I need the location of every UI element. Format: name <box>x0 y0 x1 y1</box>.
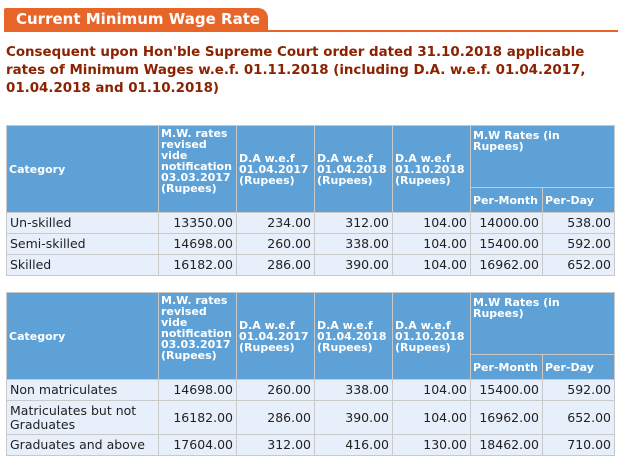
cell-per-month: 18462.00 <box>471 435 543 456</box>
title-underline <box>4 30 618 32</box>
page-title: Current Minimum Wage Rate <box>16 10 261 28</box>
cell-da2: 390.00 <box>315 401 393 435</box>
cell-da2: 338.00 <box>315 234 393 255</box>
cell-da3: 130.00 <box>393 435 471 456</box>
cell-da1: 312.00 <box>237 435 315 456</box>
cell-category: Skilled <box>7 255 159 276</box>
header-category: Category <box>7 126 159 213</box>
table-row <box>7 401 615 435</box>
cell-per-day: 652.00 <box>543 255 615 276</box>
header-mw-rates: M.W Rates (in Rupees) <box>471 293 615 355</box>
header-category: Category <box>7 293 159 380</box>
cell-da3: 104.00 <box>393 234 471 255</box>
cell-da3: 104.00 <box>393 255 471 276</box>
cell-category: Graduates and above <box>7 435 159 456</box>
cell-da3: 104.00 <box>393 380 471 401</box>
cell-da1: 286.00 <box>237 401 315 435</box>
cell-mw: 13350.00 <box>159 213 237 234</box>
wage-table-skill <box>6 125 615 276</box>
cell-per-month: 16962.00 <box>471 401 543 435</box>
cell-per-day: 592.00 <box>543 234 615 255</box>
cell-da2: 390.00 <box>315 255 393 276</box>
table-row <box>7 213 615 234</box>
section-title-tab <box>4 8 268 30</box>
cell-category: Matriculates but not Graduates <box>7 401 159 435</box>
cell-category: Non matriculates <box>7 380 159 401</box>
cell-mw: 14698.00 <box>159 380 237 401</box>
cell-da1: 260.00 <box>237 234 315 255</box>
table-row <box>7 255 615 276</box>
cell-da1: 234.00 <box>237 213 315 234</box>
cell-mw: 16182.00 <box>159 255 237 276</box>
table-row <box>7 380 615 401</box>
cell-per-month: 15400.00 <box>471 234 543 255</box>
header-mw-rates: M.W Rates (in Rupees) <box>471 126 615 188</box>
cell-per-day: 538.00 <box>543 213 615 234</box>
cell-per-day: 592.00 <box>543 380 615 401</box>
cell-da2: 416.00 <box>315 435 393 456</box>
header-da-2017: D.A w.e.f 01.04.2017 (Rupees) <box>237 293 315 380</box>
cell-per-month: 14000.00 <box>471 213 543 234</box>
cell-da3: 104.00 <box>393 401 471 435</box>
table-row <box>7 435 615 456</box>
cell-per-day: 652.00 <box>543 401 615 435</box>
header-da-2018-apr: D.A w.e.f 01.04.2018 (Rupees) <box>315 126 393 213</box>
cell-da1: 260.00 <box>237 380 315 401</box>
header-mw-revised: M.W. rates revised vide notification 03.03.2017 (Rupees) <box>159 126 237 213</box>
header-mw-revised: M.W. rates revised vide notification 03.03.2017 (Rupees) <box>159 293 237 380</box>
cell-da2: 312.00 <box>315 213 393 234</box>
header-da-2018-oct: D.A w.e.f 01.10.2018 (Rupees) <box>393 126 471 213</box>
cell-da3: 104.00 <box>393 213 471 234</box>
cell-per-month: 16962.00 <box>471 255 543 276</box>
court-order-notice: Consequent upon Hon'ble Supreme Court order dated 31.10.2018 applicable rates of Minimum Wages w.e.f. 01.11.2018 (including D.A. w.e.f. 01.04.2017, 01.04.2018 and 01.10.2018) <box>6 45 586 96</box>
cell-category: Un-skilled <box>7 213 159 234</box>
cell-mw: 14698.00 <box>159 234 237 255</box>
header-per-month: Per-Month <box>471 355 543 380</box>
table-row <box>7 234 615 255</box>
wage-table-education <box>6 292 615 456</box>
header-da-2018-apr: D.A w.e.f 01.04.2018 (Rupees) <box>315 293 393 380</box>
header-per-month: Per-Month <box>471 188 543 213</box>
header-da-2017: D.A w.e.f 01.04.2017 (Rupees) <box>237 126 315 213</box>
cell-mw: 16182.00 <box>159 401 237 435</box>
cell-mw: 17604.00 <box>159 435 237 456</box>
header-per-day: Per-Day <box>543 355 615 380</box>
cell-per-day: 710.00 <box>543 435 615 456</box>
cell-per-month: 15400.00 <box>471 380 543 401</box>
cell-category: Semi-skilled <box>7 234 159 255</box>
cell-da1: 286.00 <box>237 255 315 276</box>
header-per-day: Per-Day <box>543 188 615 213</box>
cell-da2: 338.00 <box>315 380 393 401</box>
header-da-2018-oct: D.A w.e.f 01.10.2018 (Rupees) <box>393 293 471 380</box>
